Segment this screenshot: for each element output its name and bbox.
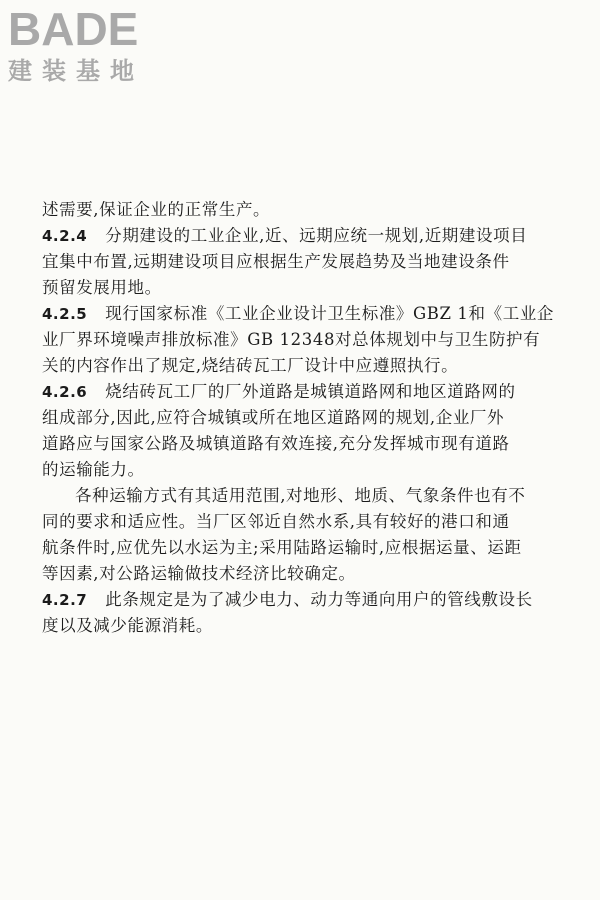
line-text: 等因素,对公路运输做技术经济比较确定。 [42,564,356,583]
text-line [42,535,562,561]
paragraph [42,379,562,483]
line-text: 预留发展用地。 [42,278,162,297]
line-text: 此条规定是为了减少电力、动力等通向用户的管线敷设长 [105,590,533,609]
paragraph [42,301,562,379]
text-line [42,249,562,275]
paragraph [42,197,562,223]
text-line [42,457,562,483]
line-text: 分期建设的工业企业,近、远期应统一规划,近期建设项目 [105,226,528,245]
section-number: 4.2.5 [42,305,88,323]
line-text: 烧结砖瓦工厂的厂外道路是城镇道路网和地区道路网的 [105,382,516,401]
line-text: 组成部分,因此,应符合城镇或所在地区道路网的规划,企业厂外 [42,408,505,427]
text-line [42,587,562,613]
text-line [42,197,562,223]
line-text: 道路应与国家公路及城镇道路有效连接,充分发挥城市现有道路 [42,434,510,453]
line-text: 现行国家标准《工业企业设计卫生标准》GBZ 1和《工业企 [105,304,555,323]
text-line [42,223,562,249]
text-line [42,275,562,301]
paragraph [42,483,562,587]
line-text: 关的内容作出了规定,烧结砖瓦工厂设计中应遵照执行。 [42,356,459,375]
logo-subtitle: 建装基地 [8,57,144,85]
text-line [42,509,562,535]
bade-logo [8,4,178,90]
section-number: 4.2.6 [42,383,88,401]
text-line [42,561,562,587]
text-line [42,483,562,509]
paragraph [42,587,562,639]
line-text: 各种运输方式有其适用范围,对地形、地质、气象条件也有不 [75,486,526,505]
line-text: 同的要求和适应性。当厂区邻近自然水系,具有较好的港口和通 [42,512,510,531]
document-body [42,197,562,639]
section-number: 4.2.4 [42,227,88,245]
text-line [42,379,562,405]
text-line [42,431,562,457]
text-line [42,301,562,327]
line-text: 业厂界环境噪声排放标准》GB 12348对总体规划中与卫生防护有 [42,330,541,349]
text-line [42,613,562,639]
line-text: 宜集中布置,远期建设项目应根据生产发展趋势及当地建设条件 [42,252,510,271]
text-line [42,353,562,379]
logo-wordmark: BADE [8,3,139,55]
text-line [42,327,562,353]
paragraph [42,223,562,301]
text-line [42,405,562,431]
line-text: 航条件时,应优先以水运为主;采用陆路运输时,应根据运量、运距 [42,538,522,557]
line-text: 度以及减少能源消耗。 [42,616,213,635]
line-text: 述需要,保证企业的正常生产。 [42,200,271,219]
line-text: 的运输能力。 [42,460,145,479]
section-number: 4.2.7 [42,591,88,609]
